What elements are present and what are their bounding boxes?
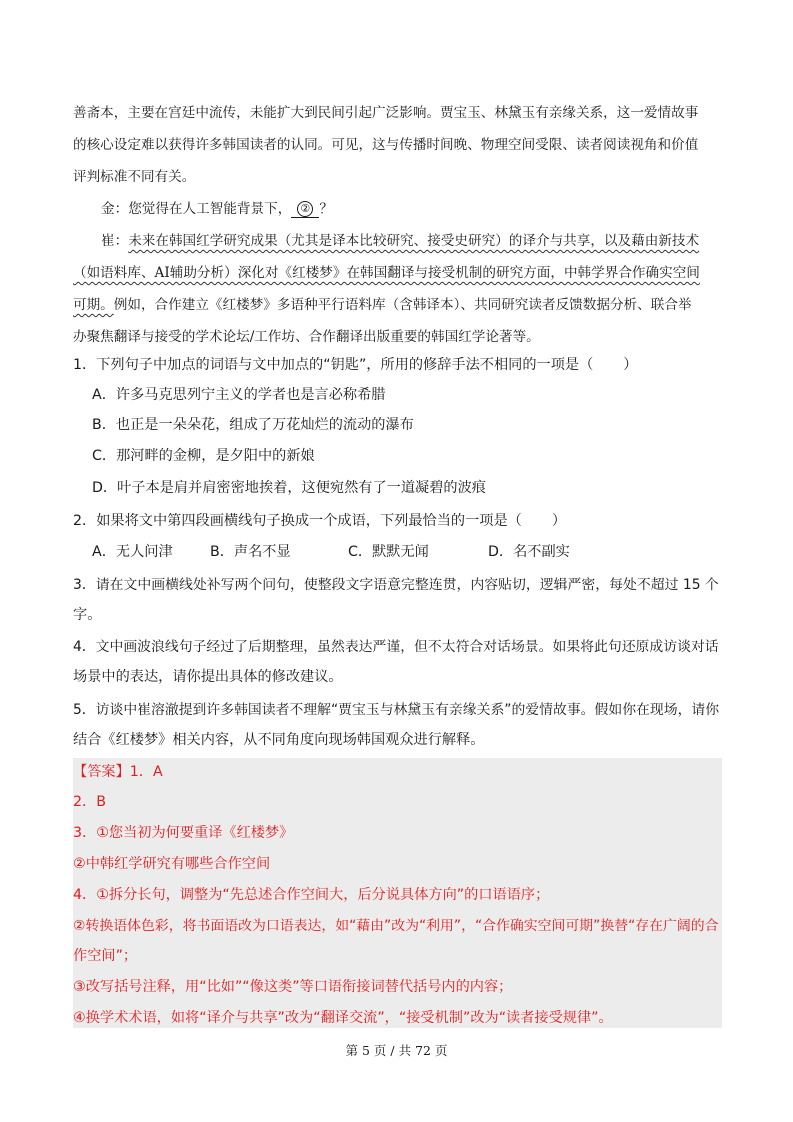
wavy-sentence-part-2: （如语料库、AI辅助分析）深化对《红楼梦》在韩国翻译与接受机制的研究方面，中韩学界合作确实空间 (73, 265, 700, 281)
passage-line-1: 善斋本，主要在宫廷中流传，未能扩大到民间引起广泛影响。贾宝玉、林黛玉有亲缘关系，这一爱情故事 (73, 105, 699, 121)
question-4-line-1: 4．文中画波浪线句子经过了后期整理，虽然表达严谨，但不太符合对话场景。如果将此句还原成访谈对话 (73, 639, 719, 655)
answer-1-text: 1．A (129, 764, 163, 780)
question-3-line-1: 3．请在文中画横线处补写两个问句，使整段文字语意完整连贯，内容贴切，逻辑严密，每处不超过 15 个 (73, 577, 719, 593)
answer-2: 2．B (73, 794, 106, 810)
interview-answer-cui-line-4: 办聚焦翻译与接受的学术论坛/工作坊、合作翻译出版重要的韩国红学论著等。 (73, 329, 540, 345)
wavy-sentence-part-3: 可期。 (73, 297, 114, 313)
answer-1 (73, 761, 163, 781)
answer-4-part-2a: ②转换语体色彩，将书面语改为口语表达，如“藉由”改为“利用”，“合作确实空间可期”换替“存在广阔的合 (73, 918, 719, 934)
question-2-paren: ） (551, 513, 567, 529)
answer-label: 【答案】 (73, 764, 130, 780)
question-1-stem (73, 354, 638, 374)
jin-question-text: 您觉得在人工智能背景下， (128, 201, 292, 217)
interview-question-jin (101, 197, 333, 218)
blank-number: ② (297, 201, 313, 217)
cui-example-text: 例如，合作建立《红楼梦》多语种平行语料库（含韩译本）、共同研究读者反馈数据分析、联合举 (113, 297, 692, 313)
page-number: 第 5 页 / 共 72 页 (345, 1043, 448, 1058)
question-1-option-a: A．许多马克思列宁主义的学者也是言必称希腊 (92, 387, 386, 403)
question-2-text: 2．如果将文中第四段画横线句子换成一个成语，下列最恰当的一项是（ (73, 513, 522, 529)
answer-3-part-2: ②中韩红学研究有哪些合作空间 (73, 856, 271, 872)
question-1-option-d: D．叶子本是肩并肩密密地挨着，这便宛然有了一道凝碧的波痕 (92, 480, 486, 496)
wavy-sentence-part-1: 未来在韩国红学研究成果（尤其是译本比较研究、接受史研究）的译介与共享，以及藉由新技术 (128, 233, 700, 249)
question-5-line-1: 5．访谈中崔溶澈提到许多韩国读者不理解“贾宝玉与林黛玉有亲缘关系”的爱情故事。假如你在现场，请你 (73, 702, 720, 718)
question-3-line-2: 字。 (73, 607, 102, 623)
answer-4-part-2b: 作空间”； (73, 948, 138, 964)
answer-4-part-1: 4．①拆分长句，调整为“先总述合作空间大，后分说具体方向”的口语语序； (73, 887, 550, 903)
answer-3-part-1: 3．①您当初为何要重译《红楼梦》 (73, 825, 294, 841)
question-1-text: 1．下列句子中加点的词语与文中加点的“钥匙”，所用的修辞手法不相同的一项是（ (73, 357, 594, 373)
answer-4-part-3: ③改写括号注释，用“比如”“像这类”等口语衔接词替代括号内的内容； (73, 979, 513, 995)
question-2-option-b: B．声名不显 (210, 544, 291, 560)
answer-4-part-4: ④换学术术语，如将“译介与共享”改为“翻译交流”，“接受机制”改为“读者接受规律”。 (73, 1010, 613, 1026)
interview-answer-cui-line-1 (101, 229, 699, 249)
interview-answer-cui-line-2 (73, 261, 700, 281)
question-1-option-c: C．那河畔的金柳，是夕阳中的新娘 (92, 448, 315, 464)
fill-blank-2 (291, 201, 319, 218)
question-2-option-a: A．无人问津 (92, 544, 173, 560)
question-2-stem (73, 510, 566, 530)
question-1-option-b: B．也正是一朵朵花，组成了万花灿烂的流动的瀑布 (92, 417, 414, 433)
question-2-option-c: C．默默无闻 (348, 544, 429, 560)
jin-question-mark: ？ (319, 201, 333, 217)
question-1-paren: ） (623, 357, 638, 373)
question-4-line-2: 场景中的表达，请你提出具体的修改建议。 (73, 669, 343, 685)
interview-answer-cui-line-3 (73, 293, 692, 313)
passage-line-2: 的核心设定难以获得许多韩国读者的认同。可见，这与传播时间晚、物理空间受限、读者阅读视角和价值 (73, 137, 699, 153)
question-2-option-d: D．名不副实 (488, 544, 570, 560)
speaker-cui: 崔： (101, 233, 129, 249)
passage-line-3: 评判标准不同有关。 (73, 169, 196, 185)
question-5-line-2: 结合《红楼梦》相关内容，从不同角度向现场韩国观众进行解释。 (73, 732, 485, 748)
speaker-jin: 金： (101, 201, 129, 217)
